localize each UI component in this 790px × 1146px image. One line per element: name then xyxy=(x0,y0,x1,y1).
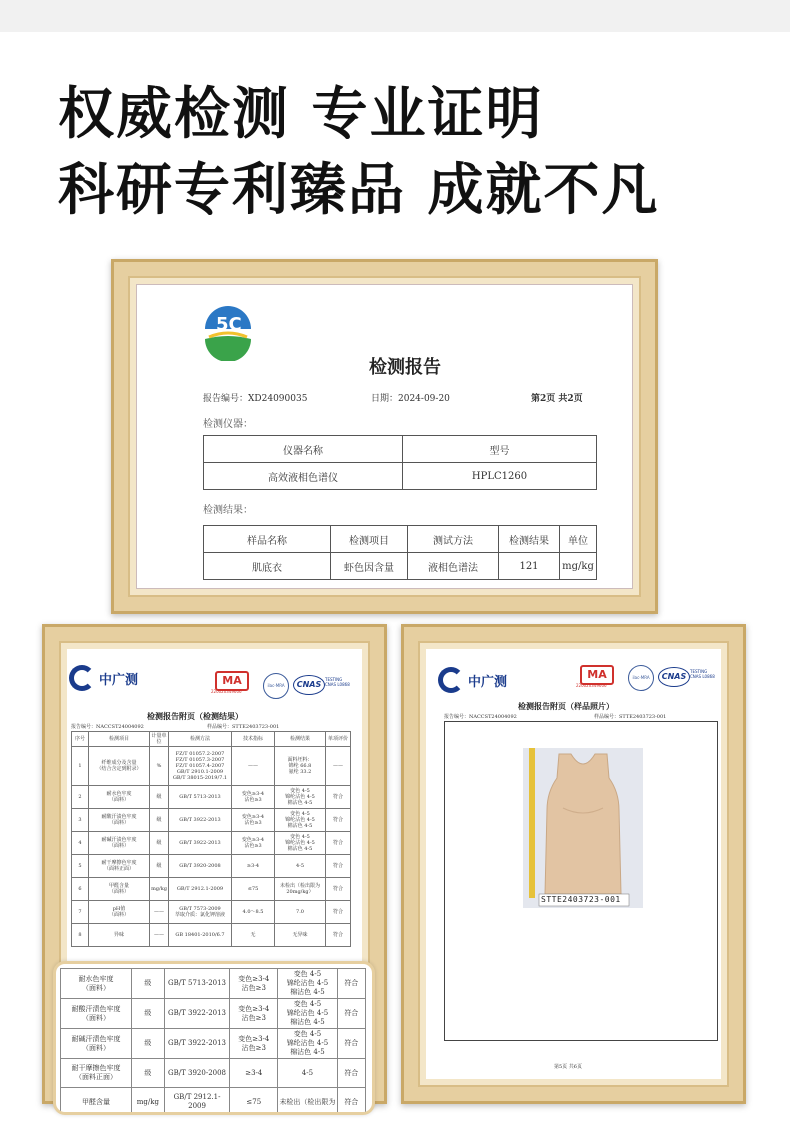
zoom-cell: GB/T 3922-2013 xyxy=(164,999,230,1029)
zoom-cell: 级 xyxy=(131,999,164,1029)
zoom-cell: 耐水色牢度 （面料） xyxy=(61,969,132,999)
results-cell: 符合 xyxy=(326,878,351,901)
zoom-table-row xyxy=(61,969,366,999)
report-page: 第2页 共2页 xyxy=(531,394,583,404)
zoom-cell: 变色≥3-4 沾色≥3 xyxy=(230,999,278,1029)
zoom-cell: 级 xyxy=(131,1029,164,1059)
results-table-row xyxy=(72,855,351,878)
results-table-row xyxy=(72,901,351,924)
results-table-row xyxy=(72,786,351,809)
zoom-cell: 4-5 xyxy=(278,1059,337,1088)
results-cell: 符合 xyxy=(326,786,351,809)
zoom-cell: 符合 xyxy=(337,999,365,1029)
zoom-cell: 变色≥3-4 沾色≥3 xyxy=(230,969,278,999)
results-cell: 面料坯料： 锦纶 66.8 氨纶 33.2 xyxy=(275,747,326,786)
ilac-seal-icon: ilac-MRA xyxy=(628,665,654,691)
results-cell: 变色≥3-4 沾色≥3 xyxy=(232,809,275,832)
sample-label: STTE2403723-001 xyxy=(541,895,621,904)
result-sample: 肌底衣 xyxy=(204,553,331,580)
zoom-cell: mg/kg xyxy=(131,1088,164,1116)
results-cell: —— xyxy=(326,747,351,786)
instrument-header-name: 仪器名称 xyxy=(204,436,403,463)
zoom-cell: 符合 xyxy=(337,1059,365,1088)
zoom-cell: 符合 xyxy=(337,969,365,999)
attachment-title: 检测报告附页（检测结果） xyxy=(147,711,243,721)
zoom-cell: ≥3-4 xyxy=(230,1059,278,1088)
cma-mark-icon: MA xyxy=(215,671,249,691)
svg-text:5C: 5C xyxy=(216,314,242,335)
zoom-panel xyxy=(53,961,375,1115)
results-table-row xyxy=(72,832,351,855)
instrument-name: 高效液相色谱仪 xyxy=(204,463,403,490)
results-cell: 无异味 xyxy=(275,924,326,947)
results-cell: 未检出（检出限为 20mg/kg） xyxy=(275,878,326,901)
results-cell: mg/kg xyxy=(150,878,169,901)
zoom-table xyxy=(60,968,366,1115)
result-header-item: 检测项目 xyxy=(331,526,408,553)
cg-logo: 中广测 xyxy=(69,665,138,691)
cnas-mark-icon: CNAS xyxy=(658,667,690,687)
cma-number: 220020349606 xyxy=(211,689,242,694)
attachment-report-no: 报告编号：NACCST24004092 xyxy=(71,724,144,730)
results-label: 检测结果： xyxy=(203,505,253,516)
zoom-cell: GB/T 3920-2008 xyxy=(164,1059,230,1088)
results-cell: ≥3-4 xyxy=(232,855,275,878)
results-cell: 无 xyxy=(232,924,275,947)
results-cell: —— xyxy=(232,747,275,786)
result-value: 121 xyxy=(499,553,560,580)
cnas-caption: TESTING CNAS L0868 xyxy=(325,677,350,687)
report-date: 日期：2024-09-20 xyxy=(371,394,450,404)
result-table xyxy=(203,525,597,580)
zoom-cell: 符合 xyxy=(337,1088,365,1116)
results-cell: 4-5 xyxy=(275,855,326,878)
results-cell: —— xyxy=(150,924,169,947)
zoom-cell: 变色 4-5 锦纶沾色 4-5 棉沾色 4-5 xyxy=(278,999,337,1029)
photo-page-number: 第5页 共6页 xyxy=(554,1064,582,1070)
results-cell: 级 xyxy=(150,855,169,878)
results-table-row xyxy=(72,878,351,901)
results-cell: 耐水色牢度 （面料） xyxy=(89,786,150,809)
cg-logo-icon xyxy=(69,665,95,691)
zoom-cell: 变色≥3-4 沾色≥3 xyxy=(230,1029,278,1059)
zoom-table-row xyxy=(61,1029,366,1059)
photo-border xyxy=(444,721,718,1041)
results-cell: FZ/T 01057.2-2007 FZ/T 01057.3-2007 FZ/T 01057.4-2007 GB/T 2910.1-2009 GB/T 38015-2019/7.1 xyxy=(169,747,232,786)
results-cell: 纤维成分及含量 （结合含定到附录） xyxy=(89,747,150,786)
results-cell: pH值 （面料） xyxy=(89,901,150,924)
headline-line-2: 科研专利臻品 成就不凡 xyxy=(58,158,660,223)
report-paper-3 xyxy=(426,649,721,1079)
results-cell: GB/T 3922-2013 xyxy=(169,809,232,832)
result-header-unit: 单位 xyxy=(560,526,597,553)
results-cell: 1 xyxy=(72,747,89,786)
results-cell: 变色 4-5 锦纶沾色 4-5 棉沾色 4-5 xyxy=(275,786,326,809)
photo-sample-no: 样品编号：STTE2403723-001 xyxy=(594,714,667,720)
certificate-frame-2 xyxy=(42,624,387,1110)
result-header-method: 测试方法 xyxy=(408,526,499,553)
cnas-mark-icon: CNAS xyxy=(293,675,325,695)
results-cell: GB/T 3922-2013 xyxy=(169,832,232,855)
zoom-cell: GB/T 2912.1-2009 xyxy=(164,1088,230,1116)
results-table-header: 序号 检测项目 计量单位 检测方法 技术指标 检测结果 单项评价 xyxy=(72,732,351,747)
results-table-row xyxy=(72,747,351,786)
results-cell: 2 xyxy=(72,786,89,809)
results-table xyxy=(71,731,351,947)
results-cell: 4 xyxy=(72,832,89,855)
zoom-cell: 级 xyxy=(131,969,164,999)
results-cell: 变色 4-5 锦纶沾色 4-5 棉沾色 4-5 xyxy=(275,809,326,832)
results-cell: 耐干摩擦色牢度 （面料正面） xyxy=(89,855,150,878)
result-method: 液相色谱法 xyxy=(408,553,499,580)
zoom-cell: GB/T 3922-2013 xyxy=(164,1029,230,1059)
results-cell: 变色 4-5 锦纶沾色 4-5 棉沾色 4-5 xyxy=(275,832,326,855)
zoom-cell: 级 xyxy=(131,1059,164,1088)
results-cell: 7.0 xyxy=(275,901,326,924)
results-cell: 级 xyxy=(150,786,169,809)
sample-photo xyxy=(523,748,643,908)
results-cell: 变色≥3-4 沾色≥3 xyxy=(232,832,275,855)
headline-line-1: 权威检测 专业证明 xyxy=(58,82,544,147)
top-band xyxy=(0,0,790,32)
results-cell: 符合 xyxy=(326,832,351,855)
results-cell: 耐酸汗渍色牢度 （面料） xyxy=(89,809,150,832)
results-cell: 符合 xyxy=(326,924,351,947)
results-cell: —— xyxy=(150,901,169,924)
zoom-cell: 耐酸汗渍色牢度 （面料） xyxy=(61,999,132,1029)
cg-logo-icon xyxy=(438,667,464,693)
zoom-cell: 变色 4-5 锦纶沾色 4-5 棉沾色 4-5 xyxy=(278,1029,337,1059)
zoom-table-row xyxy=(61,1088,366,1116)
instrument-header-model: 型号 xyxy=(403,436,597,463)
report-number: 报告编号：XD24090035 xyxy=(203,394,308,404)
zoom-cell: 符合 xyxy=(337,1029,365,1059)
results-table-row xyxy=(72,924,351,947)
result-item: 虾色因含量 xyxy=(331,553,408,580)
results-cell: GB/T 2912.1-2009 xyxy=(169,878,232,901)
report-paper-2 xyxy=(67,649,362,1110)
results-cell: 5 xyxy=(72,855,89,878)
results-cell: ≤75 xyxy=(232,878,275,901)
result-unit: mg/kg xyxy=(560,553,597,580)
results-cell: 8 xyxy=(72,924,89,947)
zoom-table-row xyxy=(61,999,366,1029)
zoom-cell: GB/T 5713-2013 xyxy=(164,969,230,999)
zoom-table-row xyxy=(61,1059,366,1088)
instruments-label: 检测仪器： xyxy=(203,419,253,430)
instrument-table xyxy=(203,435,597,490)
zoom-cell: 变色 4-5 锦纶沾色 4-5 棉沾色 4-5 xyxy=(278,969,337,999)
results-cell: GB/T 5713-2013 xyxy=(169,786,232,809)
results-cell: GB/T 7573-2009 萃取介质：氯化钾溶液 xyxy=(169,901,232,924)
results-cell: 级 xyxy=(150,809,169,832)
zoom-cell: 甲醛含量 xyxy=(61,1088,132,1116)
results-cell: GB/T 3920-2008 xyxy=(169,855,232,878)
results-table-row xyxy=(72,809,351,832)
certificate-frame-3 xyxy=(401,624,746,1104)
results-cell: 3 xyxy=(72,809,89,832)
report-paper-1 xyxy=(136,284,633,589)
certificate-frame-1 xyxy=(111,259,658,614)
results-cell: 符合 xyxy=(326,809,351,832)
cma-number: 220020349606 xyxy=(576,683,607,688)
zoom-cell: ≤75 xyxy=(230,1088,278,1116)
results-cell: 符合 xyxy=(326,855,351,878)
results-cell: 级 xyxy=(150,832,169,855)
cma-mark-icon: MA xyxy=(580,665,614,685)
result-header-value: 检测结果 xyxy=(499,526,560,553)
results-cell: 变色≥3-4 沾色≥3 xyxy=(232,786,275,809)
zoom-cell: 耐干摩擦色牢度 （面料正面） xyxy=(61,1059,132,1088)
cnas-caption: TESTING CNAS L0868 xyxy=(690,669,715,679)
results-cell: % xyxy=(150,747,169,786)
lab-logo-icon xyxy=(199,303,257,361)
ilac-seal-icon: ilac-MRA xyxy=(263,673,289,699)
zoom-cell: 耐碱汗渍色牢度 （面料） xyxy=(61,1029,132,1059)
cg-logo-2: 中广测 xyxy=(438,667,507,693)
instrument-model: HPLC1260 xyxy=(403,463,597,490)
photo-report-no: 报告编号：NACCST24004092 xyxy=(444,714,517,720)
attachment-sample-no: 样品编号：STTE2403723-001 xyxy=(207,724,280,730)
results-cell: 6 xyxy=(72,878,89,901)
photo-page-title: 检测报告附页（样品照片） xyxy=(518,701,614,711)
tank-top-garment-icon xyxy=(523,748,643,908)
results-cell: 异味 xyxy=(89,924,150,947)
result-header-sample: 样品名称 xyxy=(204,526,331,553)
results-cell: 符合 xyxy=(326,901,351,924)
results-cell: 4.0～8.5 xyxy=(232,901,275,924)
zoom-cell: 未检出（检出限为 xyxy=(278,1088,337,1116)
results-cell: 甲醛含量 （面料） xyxy=(89,878,150,901)
results-cell: GB 18401-2010/6.7 xyxy=(169,924,232,947)
report-title: 检测报告 xyxy=(369,357,441,378)
results-cell: 7 xyxy=(72,901,89,924)
results-cell: 耐碱汗渍色牢度 （面料） xyxy=(89,832,150,855)
